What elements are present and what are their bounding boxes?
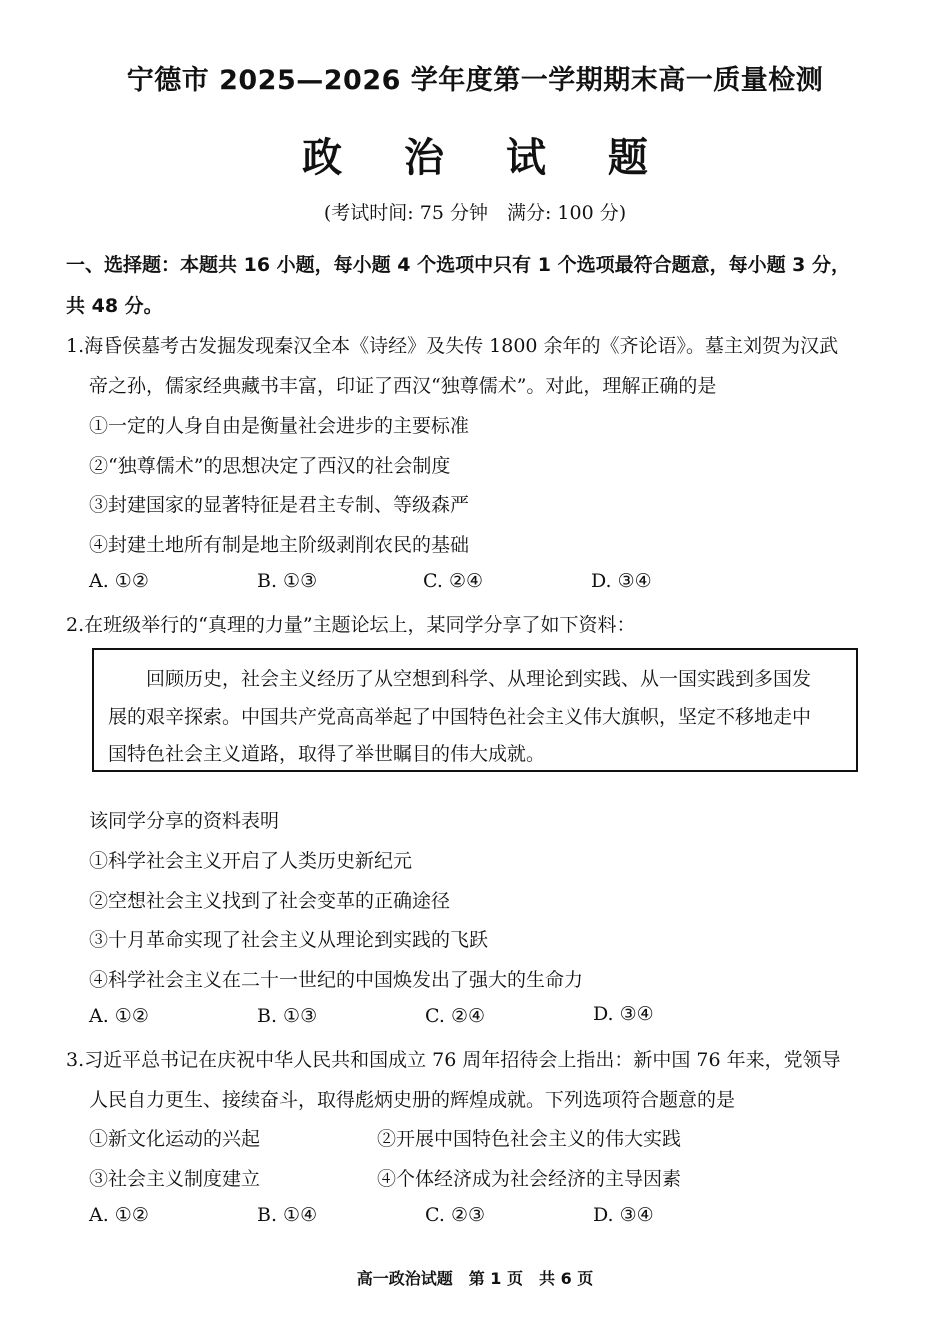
exam-header-title: 宁德市 2025—2026 学年度第一学期期末高一质量检测	[126, 65, 824, 96]
q3-item-1: ①新文化运动的兴起	[89, 1128, 261, 1150]
q1-item-1: ①一定的人身自由是衡量社会进步的主要标准	[89, 415, 470, 437]
q2-option-d: D. ③④	[593, 1003, 654, 1025]
q2-quote-box	[92, 648, 858, 772]
q3-option-c: C. ②③	[425, 1204, 486, 1226]
q2-option-b: B. ①③	[257, 1005, 318, 1027]
q1-stem-line1: 1.海昏侯墓考古发掘发现秦汉全本《诗经》及失传 1800 余年的《齐论语》。墓主刘贺为汉武	[66, 335, 839, 357]
q2-lead: 该同学分享的资料表明	[89, 810, 280, 832]
q3-option-b: B. ①④	[257, 1204, 318, 1226]
q3-item-2: ②开展中国特色社会主义的伟大实践	[377, 1128, 682, 1150]
q1-option-b: B. ①③	[257, 570, 318, 592]
q2-quote-line-2: 展的艰辛探索。中国共产党高高举起了中国特色社会主义伟大旗帜，坚定不移地走中	[108, 706, 812, 728]
exam-info: (考试时间: 75 分钟 满分: 100 分)	[323, 202, 627, 224]
q3-stem-line1: 3.习近平总书记在庆祝中华人民共和国成立 76 周年招待会上指出：新中国 76 年来，党领导	[66, 1049, 841, 1071]
q2-item-4: ④科学社会主义在二十一世纪的中国焕发出了强大的生命力	[89, 969, 584, 991]
q1-option-a: A. ①②	[89, 570, 149, 592]
section-instruction-line1: 一、选择题：本题共 16 小题，每小题 4 个选项中只有 1 个选项最符合题意，每小题 3 分，	[66, 254, 851, 276]
q1-option-d: D. ③④	[591, 570, 652, 592]
q2-stem-line1: 2.在班级举行的“真理的力量”主题论坛上，某同学分享了如下资料：	[66, 614, 636, 636]
subject-title: 政 治 试 题	[302, 135, 672, 181]
q2-item-1: ①科学社会主义开启了人类历史新纪元	[89, 850, 413, 872]
page-footer: 高一政治试题 第 1 页 共 6 页	[356, 1269, 594, 1288]
q3-item-3: ③社会主义制度建立	[89, 1168, 261, 1190]
q2-item-2: ②空想社会主义找到了社会变革的正确途径	[89, 890, 451, 912]
q1-item-3: ③封建国家的显著特征是君主专制、等级森严	[89, 494, 470, 516]
q1-stem-line2: 帝之孙，儒家经典藏书丰富，印证了西汉“独尊儒术”。对此，理解正确的是	[89, 375, 717, 397]
q3-option-a: A. ①②	[89, 1204, 149, 1226]
q1-item-2: ②“独尊儒术”的思想决定了西汉的社会制度	[89, 455, 451, 477]
q2-quote-line-1: 回顾历史，社会主义经历了从空想到科学、从理论到实践、从一国实践到多国发	[146, 668, 812, 690]
q1-option-c: C. ②④	[423, 570, 484, 592]
q2-quote-line-3: 国特色社会主义道路，取得了举世瞩目的伟大成就。	[108, 743, 546, 765]
q2-option-c: C. ②④	[425, 1005, 486, 1027]
q2-option-a: A. ①②	[89, 1005, 149, 1027]
q3-item-4: ④个体经济成为社会经济的主导因素	[377, 1168, 682, 1190]
section-instruction-line2: 共 48 分。	[66, 295, 163, 317]
q2-item-3: ③十月革命实现了社会主义从理论到实践的飞跃	[89, 929, 489, 951]
q3-stem-line2: 人民自力更生、接续奋斗，取得彪炳史册的辉煌成就。下列选项符合题意的是	[89, 1089, 736, 1111]
q1-item-4: ④封建土地所有制是地主阶级剥削农民的基础	[89, 534, 470, 556]
q3-option-d: D. ③④	[593, 1204, 654, 1226]
